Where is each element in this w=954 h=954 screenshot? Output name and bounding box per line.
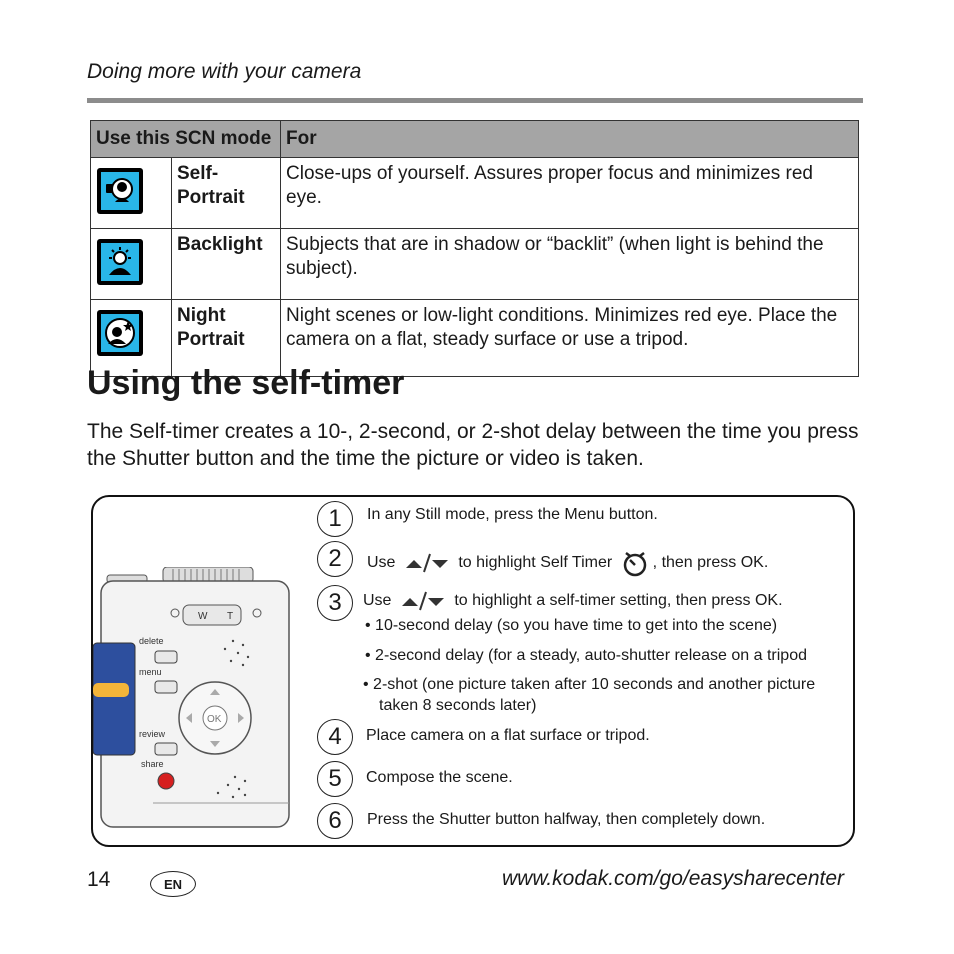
mode-name-line1: Night [177, 305, 226, 326]
language-badge: EN [150, 871, 196, 897]
mode-name-line2: Portrait [177, 329, 245, 350]
delete-button[interactable] [155, 651, 177, 663]
zoom-t-label: T [227, 611, 234, 622]
column-header-for: For [281, 121, 859, 158]
step-text [363, 591, 783, 611]
step-text [367, 549, 768, 577]
step-text: Place camera on a flat surface or tripod. [366, 727, 650, 744]
step-text: Compose the scene. [366, 769, 513, 786]
up-down-arrow-icon [404, 553, 450, 573]
step-number: 2 [317, 541, 353, 577]
step-text-pre: Use [363, 592, 392, 610]
table-row [91, 158, 859, 229]
table-header-row [91, 121, 859, 158]
mode-name-line1: Self- [177, 163, 219, 184]
footer-url[interactable]: www.kodak.com/go/easysharecenter [502, 867, 844, 890]
bullet-item-continuation: taken 8 seconds later) [379, 697, 537, 714]
step-number: 1 [317, 501, 353, 537]
column-header-mode: Use this SCN mode [91, 121, 281, 158]
mode-description: Night scenes or low-light conditions. Minimizes red eye. Place the camera on a flat, steady surface or use a tripod. [281, 300, 859, 377]
ok-label: OK [207, 714, 222, 725]
self-timer-icon [621, 549, 649, 577]
camera-back-illustration [93, 567, 293, 829]
step-text-pre: Use [367, 554, 396, 572]
icon-cell [91, 158, 172, 229]
page-number: 14 [87, 868, 111, 891]
mode-description: Subjects that are in shadow or “backlit” (when light is behind the subject). [281, 229, 859, 300]
step-text-mid: to highlight Self Timer [458, 554, 613, 572]
section-intro: The Self-timer creates a 10-, 2-second, or 2-shot delay between the time you press the Shutter button and the time the picture or video is taken. [87, 420, 859, 470]
instruction-panel [91, 495, 855, 847]
step-number: 4 [317, 719, 353, 755]
share-label: share [141, 759, 164, 769]
bullet-item: • 2-shot (one picture taken after 10 seconds and another picture [363, 676, 816, 693]
up-down-arrow-icon [400, 591, 446, 611]
header-rule [87, 98, 863, 103]
share-button[interactable] [158, 773, 174, 789]
review-button[interactable] [155, 743, 177, 755]
running-head: Doing more with your camera [87, 60, 362, 83]
table-row [91, 229, 859, 300]
scn-mode-table [90, 120, 859, 377]
icon-cell [91, 229, 172, 300]
step-text: In any Still mode, press the Menu button. [367, 506, 658, 523]
mode-cell [172, 229, 281, 300]
zoom-w-label: W [198, 611, 208, 622]
self-portrait-icon [97, 168, 143, 214]
step-number: 5 [317, 761, 353, 797]
menu-button[interactable] [155, 681, 177, 693]
step-text-mid: to highlight a self-timer setting, then press OK. [454, 592, 783, 610]
delete-label: delete [139, 636, 164, 646]
night-portrait-icon [97, 310, 143, 356]
step-text-post: , then press OK. [652, 554, 769, 572]
step-number: 3 [317, 585, 353, 621]
bullet-item: • 2-second delay (for a steady, auto-shutter release on a tripod [365, 647, 807, 664]
review-label: review [139, 729, 166, 739]
mode-name-line1: Backlight [177, 234, 263, 255]
section-title: Using the self-timer [87, 364, 405, 402]
mode-name-line2: Portrait [177, 187, 245, 208]
mode-description: Close-ups of yourself. Assures proper focus and minimizes red eye. [281, 158, 859, 229]
mode-cell [172, 158, 281, 229]
step-number: 6 [317, 803, 353, 839]
step-text: Press the Shutter button halfway, then completely down. [367, 811, 766, 828]
backlight-icon [97, 239, 143, 285]
bullet-item: • 10-second delay (so you have time to get into the scene) [365, 617, 778, 634]
menu-label: menu [139, 667, 162, 677]
